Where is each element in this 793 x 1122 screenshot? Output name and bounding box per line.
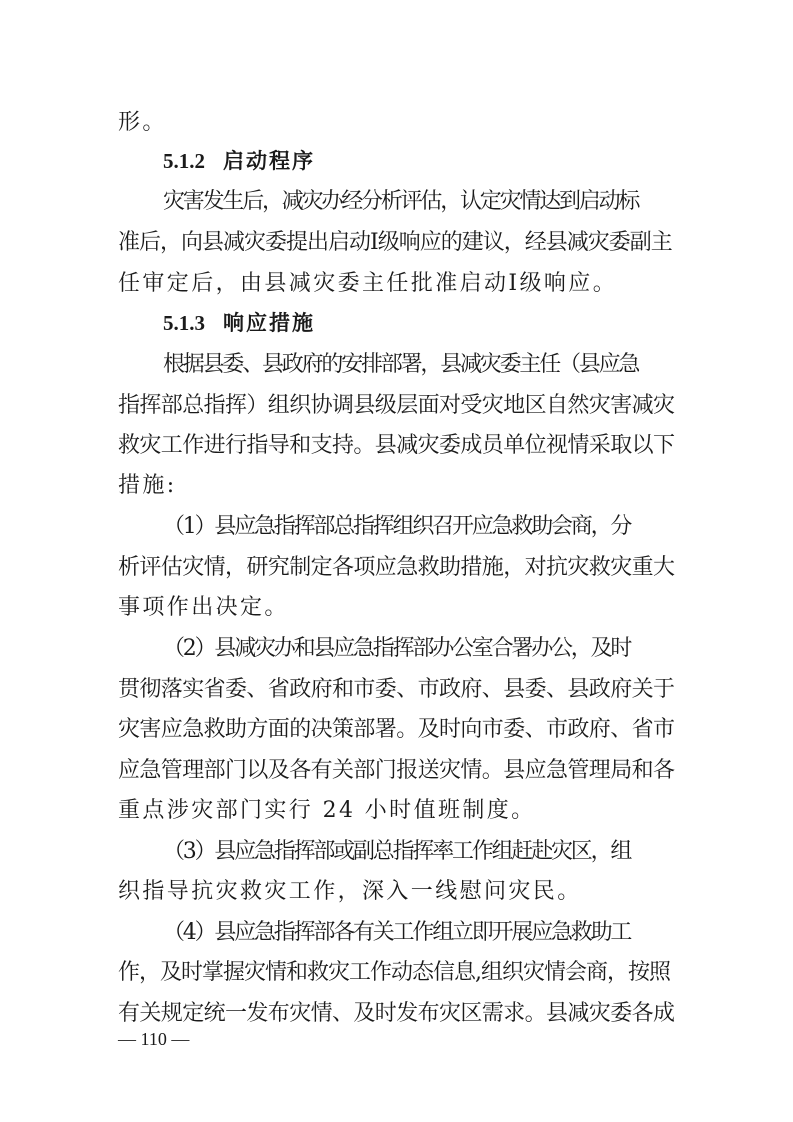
- text-line: 准后，向县减灾委提出启动I级响应的建议，经县减灾委副主: [118, 230, 672, 255]
- page-number: — 110 —: [118, 1029, 190, 1049]
- text-line: （4）县应急指挥部各有关工作组立即开展应急救助工: [163, 920, 631, 945]
- text-line: 形。: [118, 110, 167, 135]
- text-line: 作，及时掌握灾情和救灾工作动态信息,组织灾情会商，按照: [118, 960, 670, 985]
- section-title: 启动程序: [223, 148, 315, 173]
- text-line: 根据县委、县政府的安排部署，县减灾委主任（县应急: [163, 352, 639, 377]
- section-title: 响应措施: [223, 310, 315, 335]
- text-line: 救灾工作进行指导和支持。县减灾委成员单位视情采取以下: [118, 433, 675, 458]
- text-line: 织指导抗灾救灾工作，深入一线慰问灾民。: [118, 879, 582, 904]
- text-line: 贯彻落实省委、省政府和市委、市政府、县委、县政府关于: [118, 677, 675, 702]
- text-line: 重点涉灾部门实行 24 小时值班制度。: [118, 798, 536, 823]
- section-number: 5.1.3: [163, 311, 205, 335]
- section-heading-5-1-3: [163, 308, 315, 338]
- text-line: 灾害发生后，减灾办经分析评估，认定灾情达到启动标: [163, 189, 639, 214]
- text-line: 指挥部总指挥）组织协调县级层面对受灾地区自然灾害减灾: [118, 393, 675, 418]
- text-line: 事项作出决定。: [118, 595, 289, 620]
- text-line: （3）县应急指挥部或副总指挥率工作组赶赴灾区，组: [163, 839, 631, 864]
- section-number: 5.1.2: [163, 149, 205, 173]
- text-line: 析评估灾情，研究制定各项应急救助措施，对抗灾救灾重大: [118, 555, 675, 580]
- text-line: 应急管理部门以及各有关部门报送灾情。县应急管理局和各: [118, 758, 675, 783]
- text-line: 任审定后，由县减灾委主任批准启动I级响应。: [118, 271, 618, 296]
- section-heading-5-1-2: [163, 146, 315, 176]
- text-line: 灾害应急救助方面的决策部署。及时向市委、市政府、省市: [118, 717, 675, 742]
- text-line: 措施:: [118, 473, 177, 498]
- text-line: （1）县应急指挥部总指挥组织召开应急救助会商，分: [163, 514, 631, 539]
- text-line: 有关规定统一发布灾情、及时发布灾区需求。县减灾委各成: [118, 1001, 675, 1026]
- text-line: （2）县减灾办和县应急指挥部办公室合署办公，及时: [163, 636, 631, 661]
